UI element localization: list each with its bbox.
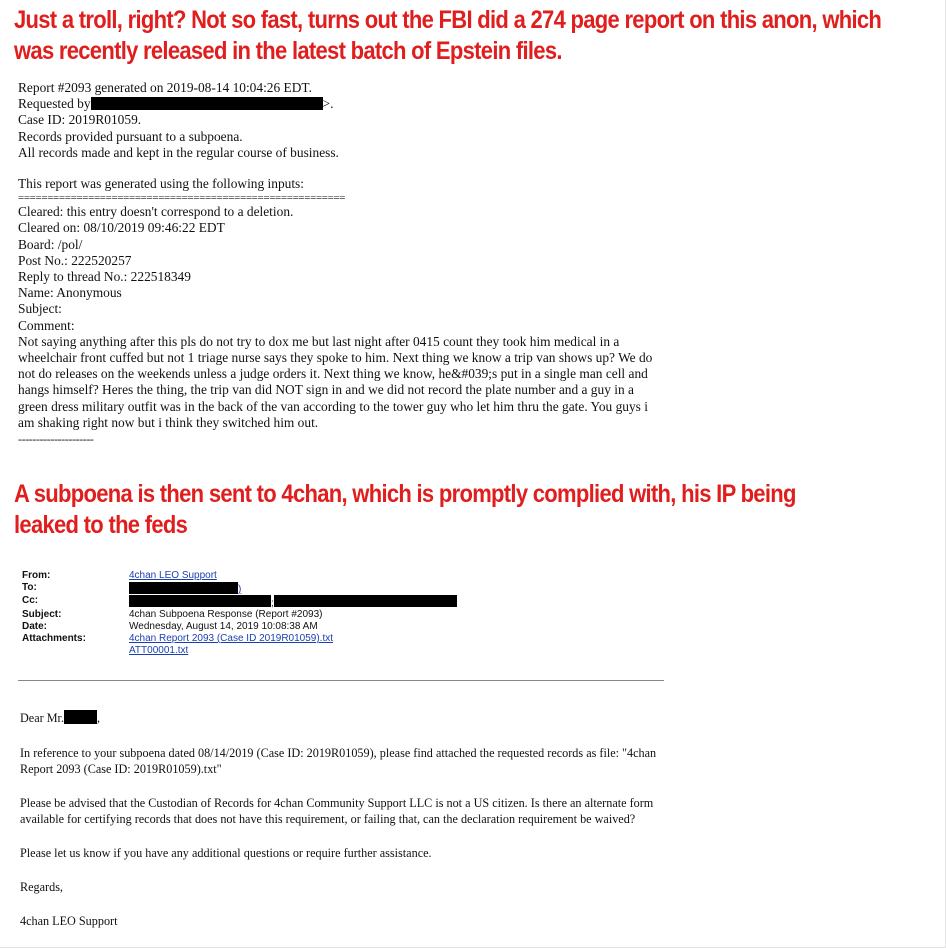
- comment-label: Comment:: [18, 317, 75, 333]
- comment-line: green dress military outfit was in the back of the van according to the tower guy who let him thru the gate. You guys i: [18, 398, 648, 414]
- requested-by-suffix: >.: [322, 96, 334, 112]
- attachments-label: Attachments:: [22, 633, 86, 644]
- letter-paragraph-1: In reference to your subpoena dated 08/14/2019 (Case ID: 2019R01059), please find attached the requested records as file: "4chan Report 2093 (Case ID: 2019R01059).txt": [20, 746, 657, 776]
- from-link[interactable]: 4chan LEO Support: [129, 570, 217, 581]
- redaction-bar: [129, 595, 271, 607]
- greeting: [20, 710, 680, 726]
- name-line: Name: Anonymous: [18, 285, 122, 301]
- top-caption: [14, 5, 881, 67]
- greeting-prefix: Dear Mr.: [20, 711, 64, 725]
- from-label: From:: [22, 570, 51, 581]
- redaction-bar: [91, 97, 323, 110]
- reply-thread-line: Reply to thread No.: 222518349: [18, 269, 191, 285]
- requested-by-line: [18, 96, 718, 112]
- end-dashes: ---------------------: [18, 432, 94, 447]
- subject-label: Subject:: [22, 609, 62, 620]
- comment-line: wheelchair front cuffed but not 1 triage nurse says they spoke to him. Next thing we know a trip van shows up? We do: [18, 350, 653, 366]
- requested-by-label: Requested by: [18, 96, 91, 112]
- cc-separator: ;: [271, 598, 274, 609]
- report-header-line: Report #2093 generated on 2019-08-14 10:04:26 EDT.: [18, 80, 312, 95]
- cleared-line: Cleared: this entry doesn't correspond to a deletion.: [18, 204, 294, 220]
- post-number-line: Post No.: 222520257: [18, 252, 132, 268]
- separator-line: ========================================================: [18, 192, 346, 205]
- subpoena-line: Records provided pursuant to a subpoena.: [18, 128, 243, 144]
- to-value: [129, 582, 241, 596]
- to-link-suffix[interactable]: ): [238, 584, 242, 595]
- cleared-on-line: Cleared on: 08/10/2019 09:46:22 EDT: [18, 220, 225, 236]
- comment-line: am shaking right now but i think they switched him out.: [18, 414, 319, 430]
- letter-paragraph-4: Regards,: [20, 880, 63, 894]
- comment-body: [18, 334, 708, 431]
- top-caption-line-2: was recently released in the latest batch of Epstein files.: [14, 37, 562, 65]
- attachment-report-link[interactable]: 4chan Report 2093 (Case ID 2019R01059).txt: [129, 633, 334, 644]
- redaction-bar: [64, 710, 97, 724]
- letter-paragraph-3: Please let us know if you have any additional questions or require further assistance.: [20, 846, 432, 860]
- records-line: All records made and kept in the regular course of business.: [18, 144, 339, 160]
- cc-value: [129, 595, 457, 610]
- inputs-line: This report was generated using the following inputs:: [18, 176, 304, 192]
- spacer: [18, 161, 718, 176]
- date-value: Wednesday, August 14, 2019 10:08:38 AM: [129, 621, 318, 632]
- letter-paragraph-2: Please be advised that the Custodian of Records for 4chan Community Support LLC is not a US citizen. Is there an alternate form available for certifying records that does not have this requirement, or failing that, can the declaration requirement be waived?: [20, 796, 654, 826]
- report-document: [18, 80, 718, 447]
- header-divider: [18, 680, 664, 681]
- to-label: To:: [22, 582, 37, 593]
- comment-line: not do releases on the weekends unless a judge orders it. Next thing we know, he&#039;s put in a single man cell and: [18, 366, 648, 382]
- case-id-line: Case ID: 2019R01059.: [18, 112, 142, 128]
- comment-line: Not saying anything after this pls do not try to dox me but last night after 0415 count they took him medical in a: [18, 333, 620, 349]
- attachment-att-link[interactable]: ATT00001.txt: [129, 645, 189, 656]
- middle-caption: [14, 479, 796, 541]
- top-caption-line-1: Just a troll, right? Not so fast, turns out the FBI did a 274 page report on this anon, which: [14, 6, 882, 34]
- cc-label: Cc:: [22, 595, 39, 606]
- letter-body: [20, 710, 680, 948]
- subject-line: Subject:: [18, 301, 62, 317]
- redaction-bar: [274, 595, 457, 607]
- comment-line: hangs himself? Heres the thing, the trip van did NOT sign in and we did not record the plate number and a guy in a: [18, 382, 634, 398]
- middle-caption-line-2: leaked to the feds: [14, 511, 188, 539]
- greeting-suffix: ,: [97, 711, 101, 725]
- redaction-bar: [129, 582, 238, 594]
- date-label: Date:: [22, 621, 48, 632]
- signature: 4chan LEO Support: [20, 914, 118, 928]
- subject-value: 4chan Subpoena Response (Report #2093): [129, 609, 323, 620]
- board-line: Board: /pol/: [18, 236, 83, 252]
- middle-caption-line-1: A subpoena is then sent to 4chan, which is promptly complied with, his IP being: [14, 480, 796, 508]
